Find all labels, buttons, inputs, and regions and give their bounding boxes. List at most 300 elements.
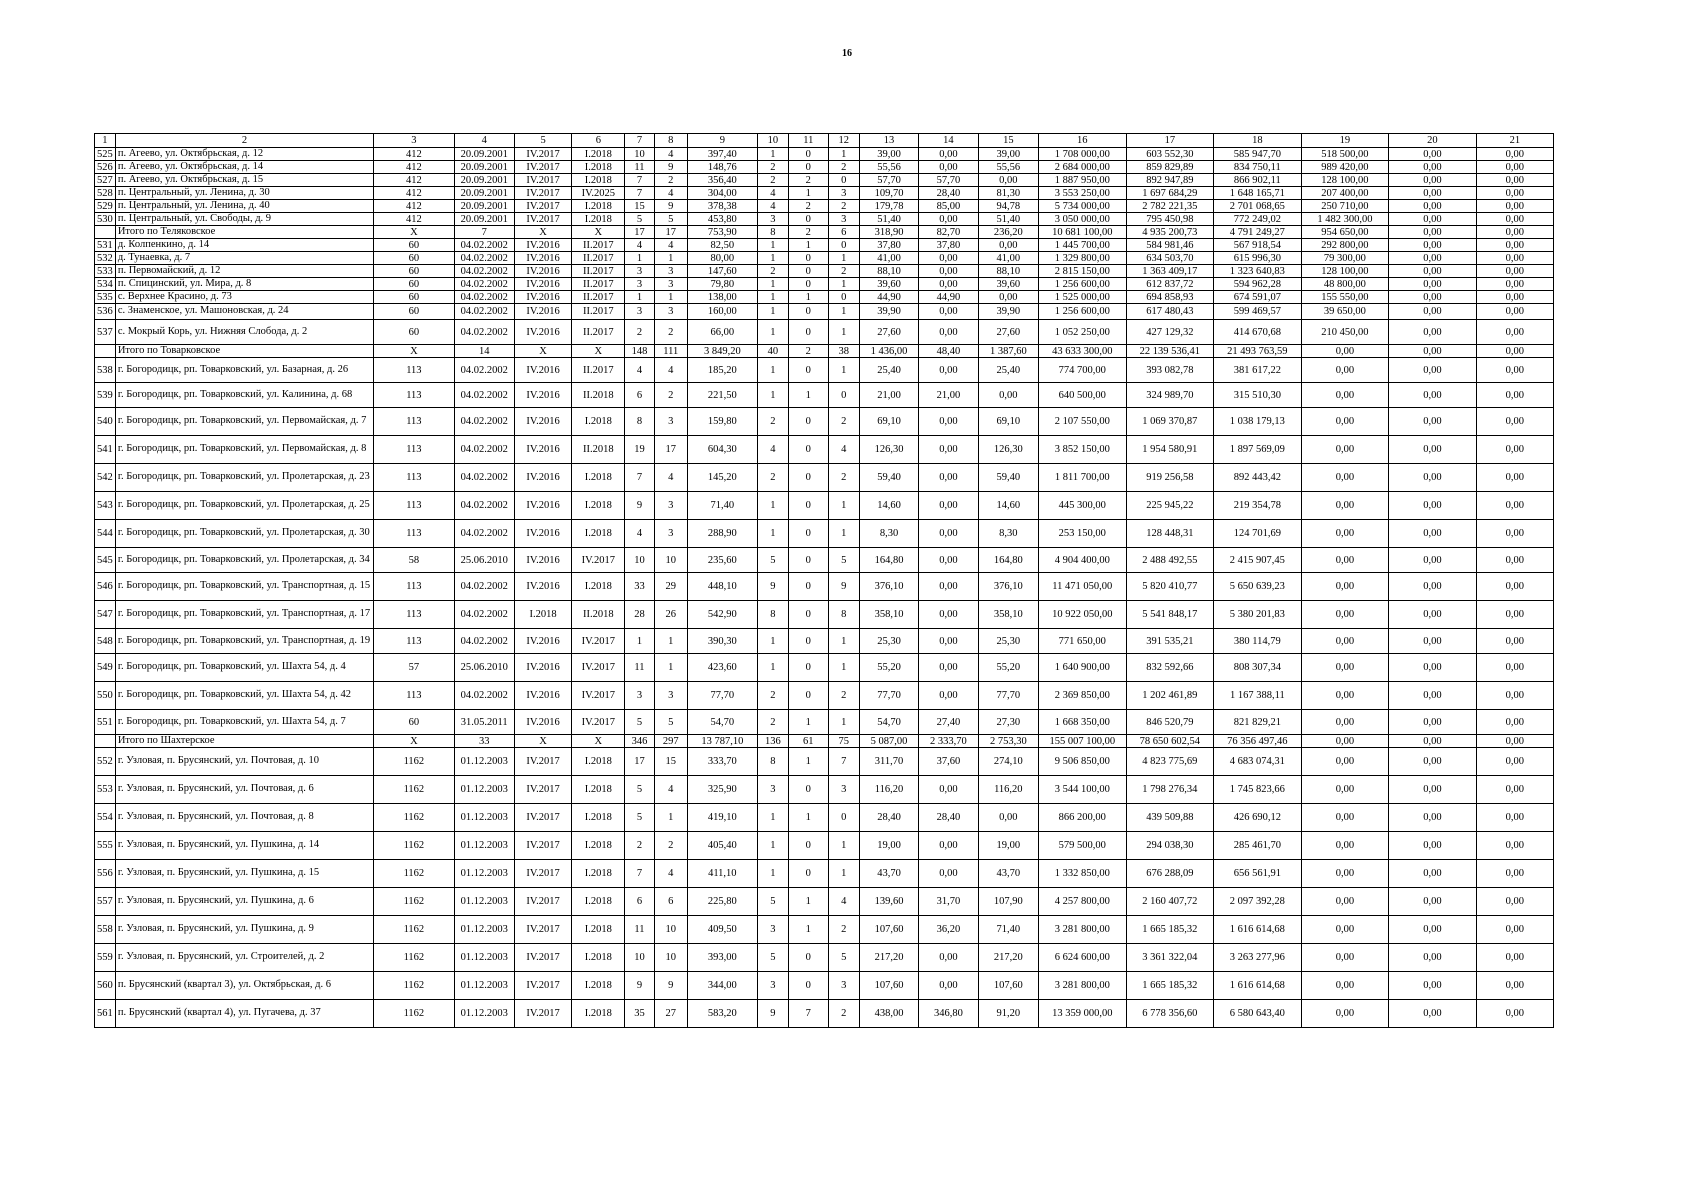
value-cell: 439 509,88 <box>1126 804 1214 832</box>
value-cell: 1 <box>757 520 788 548</box>
row-number-cell: 531 <box>95 239 116 252</box>
value-cell: 39,00 <box>859 148 918 161</box>
value-cell: 1 <box>788 748 828 776</box>
value-cell: 109,70 <box>859 187 918 200</box>
value-cell: 61 <box>788 735 828 748</box>
table-row <box>95 520 1554 548</box>
value-cell: 37,80 <box>919 239 978 252</box>
table-row <box>95 629 1554 654</box>
table-row <box>95 383 1554 408</box>
housing-table <box>94 133 1554 1028</box>
value-cell: 01.12.2003 <box>454 832 514 860</box>
value-cell: I.2018 <box>572 161 625 174</box>
value-cell: IV.2025 <box>572 187 625 200</box>
value-cell: 1162 <box>374 832 454 860</box>
value-cell: 113 <box>374 573 454 601</box>
value-cell: 22 139 536,41 <box>1126 345 1214 358</box>
value-cell: 160,00 <box>687 304 757 320</box>
value-cell: 3 <box>828 187 859 200</box>
row-number-cell: 559 <box>95 944 116 972</box>
value-cell: 381 617,22 <box>1214 358 1302 383</box>
value-cell: 3 <box>654 278 687 291</box>
value-cell: 2 782 221,35 <box>1126 200 1214 213</box>
value-cell: 2 <box>828 682 859 710</box>
value-cell: 04.02.2002 <box>454 464 514 492</box>
value-cell: 2 <box>828 464 859 492</box>
value-cell: 15 <box>625 200 654 213</box>
table-row <box>95 358 1554 383</box>
value-cell: IV.2017 <box>572 682 625 710</box>
value-cell: 1 <box>757 239 788 252</box>
value-cell: 356,40 <box>687 174 757 187</box>
row-number-cell: 551 <box>95 710 116 735</box>
table-row <box>95 1000 1554 1028</box>
value-cell: 27,30 <box>978 710 1038 735</box>
value-cell: 04.02.2002 <box>454 383 514 408</box>
value-cell: IV.2017 <box>514 748 571 776</box>
value-cell: IV.2016 <box>514 682 571 710</box>
address-cell: п. Агеево, ул. Октябрьская, д. 14 <box>115 161 373 174</box>
value-cell: 9 <box>625 972 654 1000</box>
column-header: 19 <box>1301 134 1389 148</box>
value-cell: I.2018 <box>572 944 625 972</box>
value-cell: 139,60 <box>859 888 918 916</box>
value-cell: 0,00 <box>1301 383 1389 408</box>
value-cell: 20.09.2001 <box>454 148 514 161</box>
value-cell: 1 <box>757 304 788 320</box>
value-cell: 155 550,00 <box>1301 291 1389 304</box>
value-cell: 2 <box>757 464 788 492</box>
value-cell: 0,00 <box>1301 408 1389 436</box>
value-cell: 1 <box>828 252 859 265</box>
value-cell: 390,30 <box>687 629 757 654</box>
address-cell: п. Центральный, ул. Ленина, д. 30 <box>115 187 373 200</box>
value-cell: 94,78 <box>978 200 1038 213</box>
value-cell: 8 <box>757 601 788 629</box>
value-cell: 225 945,22 <box>1126 492 1214 520</box>
value-cell: 1162 <box>374 860 454 888</box>
value-cell: 2 753,30 <box>978 735 1038 748</box>
value-cell: 28,40 <box>919 804 978 832</box>
value-cell: 346,80 <box>919 1000 978 1028</box>
value-cell: 126,30 <box>978 436 1038 464</box>
value-cell: 3 <box>654 304 687 320</box>
value-cell: 0,00 <box>1301 832 1389 860</box>
value-cell: 0,00 <box>1476 187 1553 200</box>
value-cell: 2 <box>757 408 788 436</box>
value-cell: 0,00 <box>1476 383 1553 408</box>
value-cell: 10 <box>625 148 654 161</box>
value-cell: 0,00 <box>1476 548 1553 573</box>
value-cell: 10 <box>654 548 687 573</box>
row-number-cell: 527 <box>95 174 116 187</box>
value-cell: 0,00 <box>1389 1000 1477 1028</box>
value-cell: 124 701,69 <box>1214 520 1302 548</box>
value-cell: 0,00 <box>1476 710 1553 735</box>
value-cell: 3 553 250,00 <box>1039 187 1127 200</box>
value-cell: 1 <box>757 654 788 682</box>
value-cell: 448,10 <box>687 573 757 601</box>
value-cell: 8,30 <box>859 520 918 548</box>
value-cell: 0 <box>788 464 828 492</box>
value-cell: 25,30 <box>859 629 918 654</box>
value-cell: 409,50 <box>687 916 757 944</box>
value-cell: 1 <box>788 888 828 916</box>
value-cell: 11 471 050,00 <box>1039 573 1127 601</box>
value-cell: 1 332 850,00 <box>1039 860 1127 888</box>
value-cell: 0 <box>788 860 828 888</box>
value-cell: 04.02.2002 <box>454 252 514 265</box>
table-row <box>95 548 1554 573</box>
value-cell: 1 <box>625 291 654 304</box>
value-cell: 3 <box>654 682 687 710</box>
value-cell: 1 <box>828 278 859 291</box>
value-cell: 0,00 <box>1389 383 1477 408</box>
value-cell: 0 <box>788 573 828 601</box>
value-cell: 27,60 <box>859 320 918 345</box>
value-cell: 1 256 600,00 <box>1039 304 1127 320</box>
value-cell: IV.2016 <box>514 278 571 291</box>
value-cell: 584 981,46 <box>1126 239 1214 252</box>
value-cell: 1 <box>757 291 788 304</box>
value-cell: 1 708 000,00 <box>1039 148 1127 161</box>
value-cell: 25,30 <box>978 629 1038 654</box>
value-cell: 378,38 <box>687 200 757 213</box>
value-cell: 0,00 <box>1476 682 1553 710</box>
value-cell: 1 <box>654 252 687 265</box>
value-cell: 66,00 <box>687 320 757 345</box>
row-number-cell: 554 <box>95 804 116 832</box>
value-cell: 2 <box>828 1000 859 1028</box>
value-cell: 85,00 <box>919 200 978 213</box>
value-cell: 1 038 179,13 <box>1214 408 1302 436</box>
address-cell: п. Брусянский (квартал 3), ул. Октябрьская, д. 6 <box>115 972 373 1000</box>
value-cell: 1 <box>654 291 687 304</box>
address-cell: п. Брусянский (квартал 4), ул. Пугачева, д. 37 <box>115 1000 373 1028</box>
value-cell: 4 <box>654 860 687 888</box>
column-header: 5 <box>514 134 571 148</box>
value-cell: 1 <box>828 304 859 320</box>
value-cell: 01.12.2003 <box>454 1000 514 1028</box>
value-cell: 333,70 <box>687 748 757 776</box>
value-cell: 80,00 <box>687 252 757 265</box>
value-cell: 0,00 <box>919 320 978 345</box>
value-cell: 01.12.2003 <box>454 748 514 776</box>
value-cell: 48 800,00 <box>1301 278 1389 291</box>
value-cell: 0,00 <box>1301 573 1389 601</box>
value-cell: 113 <box>374 629 454 654</box>
address-cell: г. Богородицк, рп. Товарковский, ул. Пролетарская, д. 30 <box>115 520 373 548</box>
table-row <box>95 291 1554 304</box>
value-cell: 11 <box>625 654 654 682</box>
value-cell: 81,30 <box>978 187 1038 200</box>
value-cell: IV.2017 <box>514 916 571 944</box>
value-cell: 1 616 614,68 <box>1214 972 1302 1000</box>
value-cell: 138,00 <box>687 291 757 304</box>
value-cell: 20.09.2001 <box>454 161 514 174</box>
value-cell: 164,80 <box>859 548 918 573</box>
value-cell: 55,20 <box>978 654 1038 682</box>
value-cell: 1162 <box>374 944 454 972</box>
value-cell: 0 <box>788 408 828 436</box>
table-row <box>95 408 1554 436</box>
value-cell: 324 989,70 <box>1126 383 1214 408</box>
value-cell: 25.06.2010 <box>454 654 514 682</box>
value-cell: 0,00 <box>1389 776 1477 804</box>
value-cell: II.2017 <box>572 278 625 291</box>
value-cell: 0,00 <box>919 573 978 601</box>
value-cell: 1 <box>788 187 828 200</box>
value-cell: 219 354,78 <box>1214 492 1302 520</box>
row-number-cell: 526 <box>95 161 116 174</box>
row-number-cell: 537 <box>95 320 116 345</box>
address-cell: п. Агеево, ул. Октябрьская, д. 15 <box>115 174 373 187</box>
value-cell: 0,00 <box>1476 345 1553 358</box>
value-cell: I.2018 <box>572 1000 625 1028</box>
table-row <box>95 278 1554 291</box>
value-cell: 155 007 100,00 <box>1039 735 1127 748</box>
value-cell: 57 <box>374 654 454 682</box>
value-cell: 1 363 409,17 <box>1126 265 1214 278</box>
value-cell: 0,00 <box>1301 776 1389 804</box>
value-cell: 4 791 249,27 <box>1214 226 1302 239</box>
value-cell: 1 887 950,00 <box>1039 174 1127 187</box>
value-cell: IV.2017 <box>514 174 571 187</box>
value-cell: 0,00 <box>1476 832 1553 860</box>
row-number-cell: 560 <box>95 972 116 1000</box>
value-cell: 15 <box>654 748 687 776</box>
table-row <box>95 213 1554 226</box>
value-cell: 113 <box>374 601 454 629</box>
value-cell: 9 <box>654 161 687 174</box>
value-cell: 2 <box>828 265 859 278</box>
address-cell: г. Узловая, п. Брусянский, ул. Пушкина, д. 6 <box>115 888 373 916</box>
value-cell: 04.02.2002 <box>454 436 514 464</box>
address-cell: г. Богородицк, рп. Товарковский, ул. Шахта 54, д. 42 <box>115 682 373 710</box>
value-cell: IV.2016 <box>514 436 571 464</box>
value-cell: 846 520,79 <box>1126 710 1214 735</box>
value-cell: IV.2017 <box>572 548 625 573</box>
value-cell: 0 <box>788 520 828 548</box>
value-cell: 01.12.2003 <box>454 972 514 1000</box>
value-cell: 3 <box>757 916 788 944</box>
value-cell: 1 665 185,32 <box>1126 972 1214 1000</box>
value-cell: 210 450,00 <box>1301 320 1389 345</box>
value-cell: 2 <box>654 320 687 345</box>
value-cell: 17 <box>625 226 654 239</box>
value-cell: 1162 <box>374 804 454 832</box>
address-cell: г. Богородицк, рп. Товарковский, ул. Пролетарская, д. 23 <box>115 464 373 492</box>
row-number-cell: 557 <box>95 888 116 916</box>
value-cell: 0,00 <box>1476 436 1553 464</box>
value-cell: 9 506 850,00 <box>1039 748 1127 776</box>
value-cell: 3 050 000,00 <box>1039 213 1127 226</box>
value-cell: 0,00 <box>1476 200 1553 213</box>
table-row <box>95 320 1554 345</box>
value-cell: 3 <box>654 408 687 436</box>
column-header: 10 <box>757 134 788 148</box>
value-cell: 0,00 <box>1476 252 1553 265</box>
value-cell: 795 450,98 <box>1126 213 1214 226</box>
value-cell: 1 387,60 <box>978 345 1038 358</box>
value-cell: 2 <box>757 682 788 710</box>
value-cell: 604,30 <box>687 436 757 464</box>
value-cell: 116,20 <box>859 776 918 804</box>
value-cell: 0,00 <box>1476 748 1553 776</box>
value-cell: 7 <box>625 464 654 492</box>
value-cell: 3 <box>625 304 654 320</box>
value-cell: 640 500,00 <box>1039 383 1127 408</box>
value-cell: 0 <box>788 832 828 860</box>
value-cell: 0,00 <box>919 492 978 520</box>
value-cell: 1 069 370,87 <box>1126 408 1214 436</box>
value-cell: 1 256 600,00 <box>1039 278 1127 291</box>
value-cell: 0,00 <box>1389 464 1477 492</box>
value-cell: 43 633 300,00 <box>1039 345 1127 358</box>
value-cell: 1 <box>828 148 859 161</box>
value-cell: I.2018 <box>572 520 625 548</box>
value-cell: 55,56 <box>859 161 918 174</box>
value-cell: 04.02.2002 <box>454 278 514 291</box>
value-cell: 1 <box>625 252 654 265</box>
value-cell: IV.2016 <box>514 629 571 654</box>
table-row <box>95 304 1554 320</box>
value-cell: 2 160 407,72 <box>1126 888 1214 916</box>
value-cell: IV.2017 <box>514 161 571 174</box>
value-cell: 859 829,89 <box>1126 161 1214 174</box>
table-row <box>95 265 1554 278</box>
address-cell: г. Богородицк, рп. Товарковский, ул. Транспортная, д. 19 <box>115 629 373 654</box>
value-cell: 10 <box>654 916 687 944</box>
value-cell: 2 333,70 <box>919 735 978 748</box>
value-cell: I.2018 <box>572 888 625 916</box>
value-cell: 0,00 <box>1301 548 1389 573</box>
value-cell: II.2017 <box>572 239 625 252</box>
value-cell: 3 544 100,00 <box>1039 776 1127 804</box>
value-cell: 39,60 <box>859 278 918 291</box>
value-cell: X <box>514 345 571 358</box>
value-cell: 0 <box>788 213 828 226</box>
value-cell: 771 650,00 <box>1039 629 1127 654</box>
value-cell: 20.09.2001 <box>454 187 514 200</box>
value-cell: 43,70 <box>859 860 918 888</box>
value-cell: 405,40 <box>687 832 757 860</box>
value-cell: 04.02.2002 <box>454 408 514 436</box>
value-cell: 60 <box>374 304 454 320</box>
value-cell: 0,00 <box>919 776 978 804</box>
value-cell: 5 734 000,00 <box>1039 200 1127 213</box>
value-cell: 0,00 <box>1476 358 1553 383</box>
table-row <box>95 710 1554 735</box>
value-cell: I.2018 <box>572 408 625 436</box>
value-cell: 27 <box>654 1000 687 1028</box>
value-cell: 1 202 461,89 <box>1126 682 1214 710</box>
value-cell: IV.2016 <box>514 304 571 320</box>
value-cell: 0,00 <box>1389 252 1477 265</box>
value-cell: 0,00 <box>1301 1000 1389 1028</box>
row-number-cell: 548 <box>95 629 116 654</box>
value-cell: 9 <box>625 492 654 520</box>
value-cell: 14 <box>454 345 514 358</box>
value-cell: 0,00 <box>1389 436 1477 464</box>
value-cell: 41,00 <box>859 252 918 265</box>
value-cell: 9 <box>757 1000 788 1028</box>
value-cell: 6 580 643,40 <box>1214 1000 1302 1028</box>
value-cell: 6 <box>625 383 654 408</box>
row-number-cell: 546 <box>95 573 116 601</box>
value-cell: 0 <box>788 265 828 278</box>
value-cell: 25,40 <box>978 358 1038 383</box>
value-cell: 2 <box>788 200 828 213</box>
value-cell: 393 082,78 <box>1126 358 1214 383</box>
value-cell: 217,20 <box>978 944 1038 972</box>
value-cell: 376,10 <box>978 573 1038 601</box>
value-cell: 0,00 <box>1476 916 1553 944</box>
value-cell: 0,00 <box>1476 226 1553 239</box>
value-cell: 27,40 <box>919 710 978 735</box>
table-row <box>95 748 1554 776</box>
value-cell: 113 <box>374 408 454 436</box>
value-cell: 0,00 <box>978 174 1038 187</box>
value-cell: 0,00 <box>1476 291 1553 304</box>
value-cell: 1 <box>788 804 828 832</box>
value-cell: 1 897 569,09 <box>1214 436 1302 464</box>
value-cell: 411,10 <box>687 860 757 888</box>
value-cell: 0,00 <box>919 601 978 629</box>
value-cell: 7 <box>788 1000 828 1028</box>
address-cell: Итого по Товарковское <box>115 345 373 358</box>
value-cell: X <box>572 735 625 748</box>
value-cell: 1 <box>654 804 687 832</box>
value-cell: 21 493 763,59 <box>1214 345 1302 358</box>
value-cell: 235,60 <box>687 548 757 573</box>
value-cell: 0 <box>828 291 859 304</box>
row-number-cell: 540 <box>95 408 116 436</box>
value-cell: 9 <box>828 573 859 601</box>
value-cell: 0,00 <box>1476 972 1553 1000</box>
value-cell: 0,00 <box>1389 682 1477 710</box>
value-cell: 2 <box>757 265 788 278</box>
value-cell: 0 <box>828 174 859 187</box>
value-cell: 5 541 848,17 <box>1126 601 1214 629</box>
value-cell: 1162 <box>374 776 454 804</box>
value-cell: 5 <box>757 548 788 573</box>
value-cell: 20.09.2001 <box>454 213 514 226</box>
value-cell: 1 745 823,66 <box>1214 776 1302 804</box>
value-cell: 285 461,70 <box>1214 832 1302 860</box>
value-cell: 8 <box>757 748 788 776</box>
value-cell: 2 701 068,65 <box>1214 200 1302 213</box>
value-cell: 583,20 <box>687 1000 757 1028</box>
value-cell: 1 <box>757 860 788 888</box>
value-cell: 3 852 150,00 <box>1039 436 1127 464</box>
value-cell: 2 <box>788 226 828 239</box>
value-cell: 0 <box>788 436 828 464</box>
value-cell: 274,10 <box>978 748 1038 776</box>
value-cell: 78 650 602,54 <box>1126 735 1214 748</box>
value-cell: 989 420,00 <box>1301 161 1389 174</box>
value-cell: IV.2016 <box>514 383 571 408</box>
column-header: 17 <box>1126 134 1214 148</box>
address-cell: г. Богородицк, рп. Товарковский, ул. Первомайская, д. 7 <box>115 408 373 436</box>
value-cell: 1 <box>757 252 788 265</box>
value-cell: 04.02.2002 <box>454 265 514 278</box>
value-cell: 207 400,00 <box>1301 187 1389 200</box>
value-cell: IV.2016 <box>514 358 571 383</box>
value-cell: 01.12.2003 <box>454 944 514 972</box>
table-row <box>95 888 1554 916</box>
address-cell: г. Узловая, п. Брусянский, ул. Пушкина, д. 9 <box>115 916 373 944</box>
